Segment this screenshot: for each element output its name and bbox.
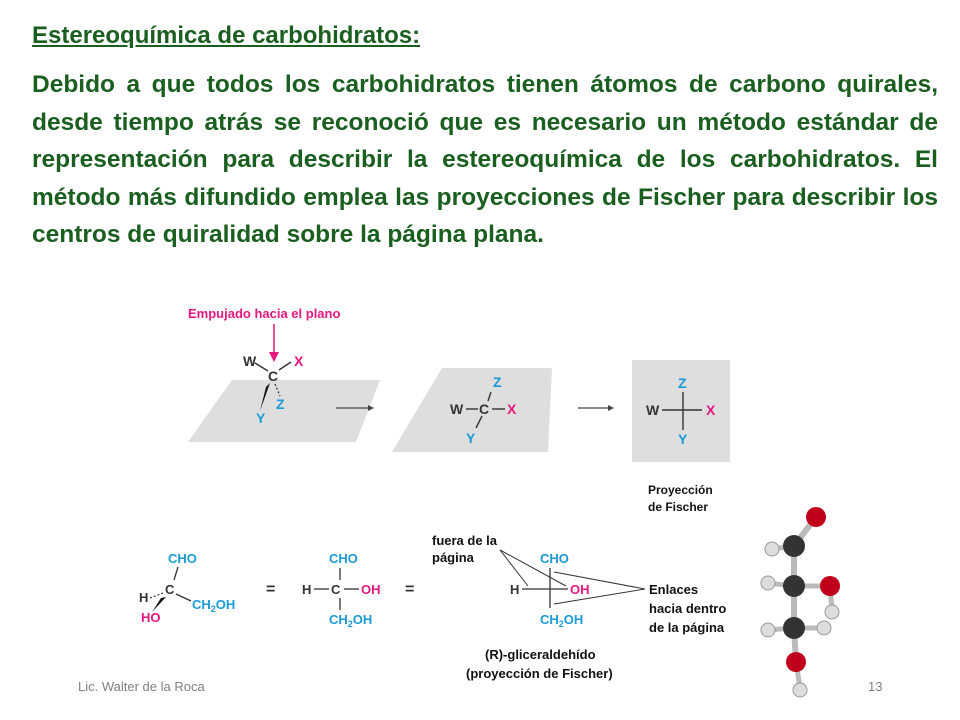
pushed-arrowhead xyxy=(269,352,279,362)
svg-text:C: C xyxy=(165,582,175,597)
svg-text:CHO: CHO xyxy=(329,551,358,566)
atom-z: Z xyxy=(276,396,285,412)
svg-text:H: H xyxy=(510,582,520,597)
svg-text:CH2OH: $CH_2OH$ xyxy=(329,612,373,629)
svg-text:CHO: CHO xyxy=(168,551,197,566)
svg-text:CH2OH: $CH_2OH$ xyxy=(192,597,236,614)
fischer-panel xyxy=(632,360,730,514)
equals-sign-1: = xyxy=(266,581,276,598)
svg-text:Y: Y xyxy=(466,430,476,446)
footer-page-number: 13 xyxy=(868,679,883,694)
svg-text:Z: Z xyxy=(678,375,687,391)
svg-text:W: W xyxy=(450,401,464,417)
svg-text:CHO: CHO xyxy=(540,551,569,566)
fischer-label-line1: Proyección xyxy=(648,483,713,497)
svg-text:H: H xyxy=(302,582,312,597)
svg-text:X: X xyxy=(706,402,716,418)
svg-text:Z: Z xyxy=(493,374,502,390)
glyceraldehyde-wedge xyxy=(139,551,235,625)
atom-w: W xyxy=(243,353,257,369)
out-of-page-label-1: fuera de la xyxy=(432,533,498,548)
ball-and-stick-model xyxy=(761,507,840,697)
reaction-arrow-2 xyxy=(578,405,614,411)
out-of-page-label-2: página xyxy=(432,550,474,565)
caption-line1: (R)-gliceraldehído xyxy=(485,647,596,662)
svg-text:C: C xyxy=(331,582,341,597)
atom-x: X xyxy=(294,353,304,369)
glyceraldehyde-cross xyxy=(302,551,381,629)
slide-title: Estereoquímica de carbohidratos: xyxy=(32,22,421,49)
svg-text:OH: OH xyxy=(361,582,381,597)
glyceraldehyde-fischer xyxy=(432,533,726,681)
flat-molecule-panel xyxy=(392,368,552,452)
into-page-label-1: Enlaces xyxy=(649,582,699,597)
svg-text:H: H xyxy=(139,590,149,605)
fischer-label-line2: de Fischer xyxy=(648,500,709,514)
svg-text:C: C xyxy=(479,401,490,417)
equals-sign-2: = xyxy=(405,581,415,598)
svg-text:HO: HO xyxy=(141,610,161,625)
footer-author: Lic. Walter de la Roca xyxy=(78,679,205,694)
slide-body-text: Debido a que todos los carbohidratos tienen átomos de carbono quirales, desde tiempo atrás se reconoció que es necesario un método estándar de representación para describir la estereoquímica de los carbohidratos. El método más difundido emplea las proyecciones de Fischer para describir los centros de quiralidad sobre la página plana. xyxy=(32,71,938,248)
into-page-label-3: de la página xyxy=(649,620,725,635)
atom-y: Y xyxy=(256,410,266,426)
pushed-label: Empujado hacia el plano xyxy=(188,306,341,321)
svg-text:Y: Y xyxy=(678,431,688,447)
svg-text:X: X xyxy=(507,401,517,417)
atom-c: C xyxy=(268,368,279,384)
caption-line2: (proyección de Fischer) xyxy=(466,666,613,681)
svg-text:OH: OH xyxy=(570,582,590,597)
perspective-molecule-panel xyxy=(188,306,380,442)
into-page-label-2: hacia dentro xyxy=(649,601,727,616)
svg-text:W: W xyxy=(646,402,660,418)
svg-text:CH2OH: $CH_2OH$ xyxy=(540,612,584,629)
